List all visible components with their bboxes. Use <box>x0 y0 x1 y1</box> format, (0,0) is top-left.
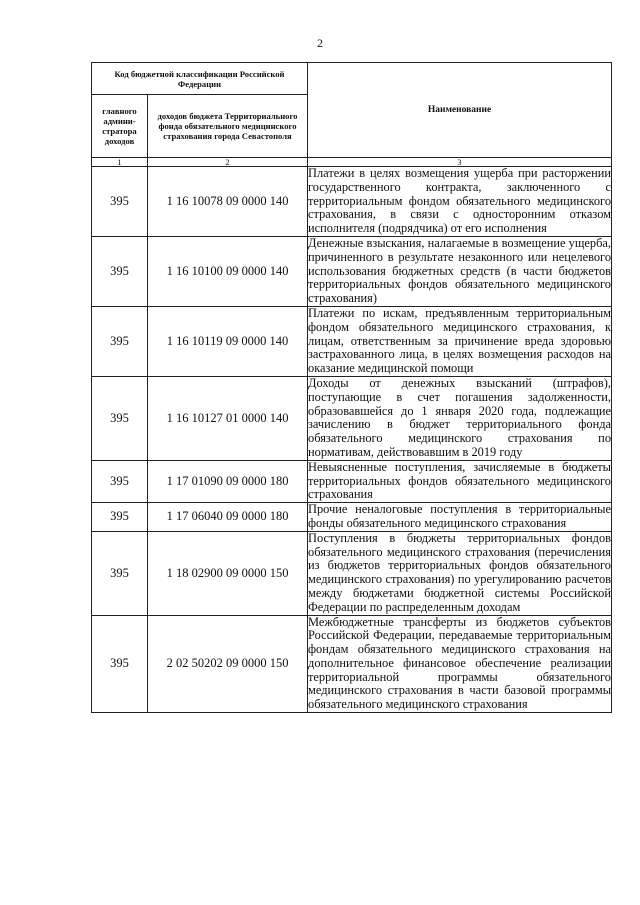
table-row <box>92 615 612 713</box>
table-row <box>92 167 612 237</box>
admin-code: 395 <box>92 460 148 502</box>
income-code: 1 17 06040 09 0000 180 <box>148 503 308 532</box>
header-group-title: Код бюджетной классификации Российской Федерации <box>92 63 308 95</box>
header-col-name: Наименование <box>308 63 612 158</box>
table-row <box>92 531 612 615</box>
income-code: 2 02 50202 09 0000 150 <box>148 615 308 713</box>
header-col-admin: главного админи- стратора доходов <box>92 95 148 158</box>
table-row <box>92 306 612 376</box>
income-name: Невыясненные поступления, зачисляемые в бюджеты территориальных фондов обязательного медицинского страхования <box>308 459 612 502</box>
header-col-income: доходов бюджета Территориального фонда обязательного медицинского страхования города Севастополя <box>148 95 308 158</box>
admin-code: 395 <box>92 306 148 376</box>
income-code: 1 17 01090 09 0000 180 <box>148 460 308 502</box>
income-name: Платежи по искам, предъявленным территориальным фондом обязательного медицинского страхования, к лицам, ответственным за причинение вреда здоровью застрахованного лица, в целях возмещения расходов на оказание медицинской помощи <box>308 305 612 376</box>
income-code: 1 16 10078 09 0000 140 <box>148 167 308 237</box>
table-row <box>92 503 612 532</box>
column-number-2: 2 <box>148 158 308 167</box>
admin-code: 395 <box>92 503 148 532</box>
admin-code: 395 <box>92 531 148 615</box>
table-row <box>92 236 612 306</box>
income-name: Доходы от денежных взысканий (штрафов), поступающие в счет погашения задолженности, образовавшейся до 1 января 2020 года, подлежащие зачислению в бюджет территориального фонда обязательного медицинского страхования по нормативам, действовавшим в 2019 году <box>308 375 612 459</box>
income-name: Прочие неналоговые поступления в территориальные фонды обязательного медицинского страхования <box>308 502 612 530</box>
column-number-3: 3 <box>308 158 612 167</box>
income-code: 1 16 10119 09 0000 140 <box>148 306 308 376</box>
income-code: 1 16 10100 09 0000 140 <box>148 236 308 306</box>
income-name: Поступления в бюджеты территориальных фондов обязательного медицинского страхования (перечисления из бюджетов территориальных фондов обязательного медицинского страхования) по урегулированию расчетов между бюджетами бюджетной системы Российской Федерации по распределенным доходам <box>308 530 612 614</box>
admin-code: 395 <box>92 615 148 713</box>
header-row-top <box>92 63 612 95</box>
page-number: 2 <box>317 36 323 50</box>
table-row <box>92 376 612 460</box>
column-number-1: 1 <box>92 158 148 167</box>
income-code: 1 16 10127 01 0000 140 <box>148 376 308 460</box>
budget-classification-table <box>91 62 612 713</box>
table-row <box>92 460 612 502</box>
admin-code: 395 <box>92 236 148 306</box>
admin-code: 395 <box>92 167 148 237</box>
income-name: Денежные взыскания, налагаемые в возмещение ущерба, причиненного в результате незаконного или нецелевого использования бюджетных средств (в части бюджетов территориальных фондов обязательного медицинского страхования) <box>308 235 612 306</box>
admin-code: 395 <box>92 376 148 460</box>
income-name: Платежи в целях возмещения ущерба при расторжении государственного контракта, заключенного с территориальным фондом обязательного медицинского страхования, в связи с односторонним отказом исполнителя (подрядчика) от его исполнения <box>308 166 612 236</box>
income-code: 1 18 02900 09 0000 150 <box>148 531 308 615</box>
income-name: Межбюджетные трансферты из бюджетов субъектов Российской Федерации, передаваемые территориальным фондам обязательного медицинского страхования на дополнительное финансовое обеспечение реализации территориальной программы обязательного медицинского страхования в части базовой программы обязательного медицинского страхования <box>308 614 612 712</box>
